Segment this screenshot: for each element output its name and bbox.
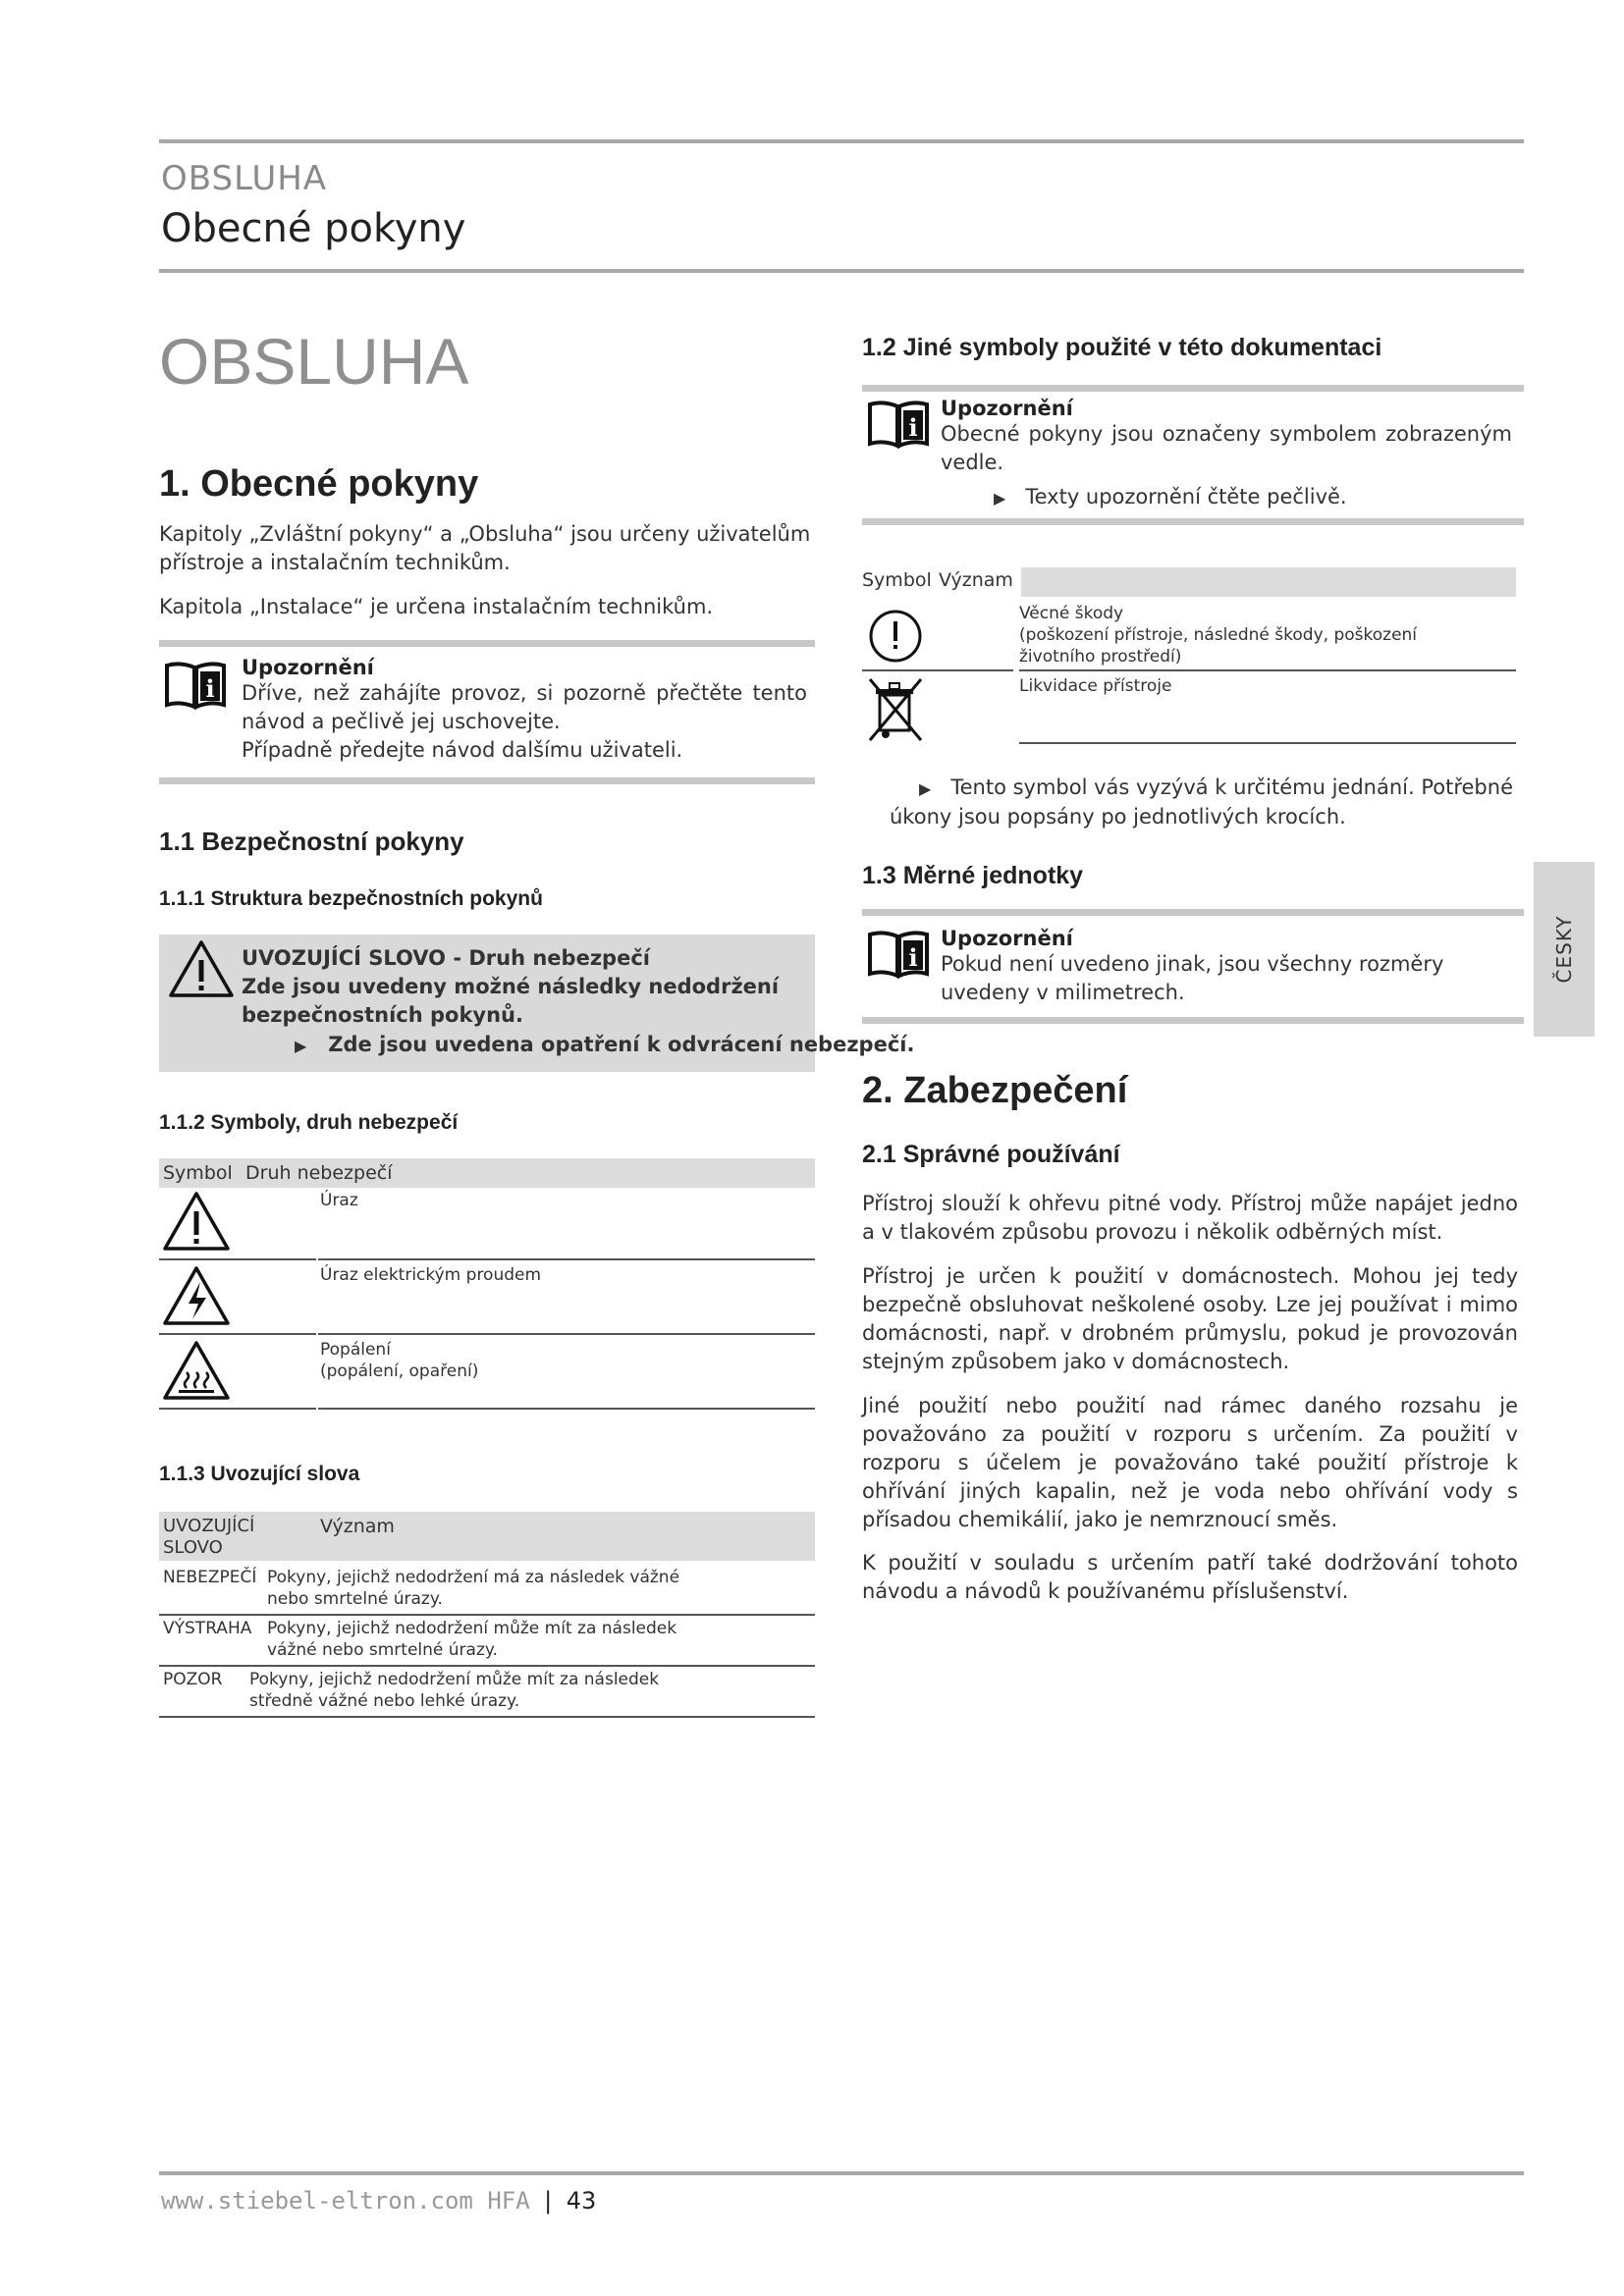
- hazard-row-1-text: Úraz: [320, 1191, 358, 1210]
- warning-action: ▶ Zde jsou uvedena opatření k odvrácení nebezpečí.: [295, 1033, 915, 1056]
- note-title: Upozornění: [941, 397, 1073, 420]
- section-1-1-heading: 1.1 Bezpečnostní pokyny: [159, 827, 464, 856]
- symbols-col-symbol: Symbol: [862, 569, 932, 591]
- exclamation-circle-icon: [866, 607, 925, 669]
- action-arrow-icon: ▶: [994, 489, 1006, 507]
- signal-meaning-2: Pokyny, jejichž nedodržení může mít za následek vážné nebo smrtelné úrazy.: [267, 1619, 677, 1660]
- note-bottom-bar: [862, 518, 1524, 525]
- symbol-row-1-detail: (poškození přístroje, následné škody, poškození životního prostředí): [1019, 625, 1418, 667]
- action-arrow-icon: ▶: [919, 779, 932, 798]
- section-2-1-paragraph-2: Přístroj je určen k použití v domácnostech. Mohou jej tedy bezpečně obsluhovat neškolené osoby. Lze jej používat i mimo domácnosti, např. v drobném průmyslu, pokud je provozován stejným způsobem jako v domácnostech.: [862, 1264, 1518, 1373]
- action-arrow-icon: ▶: [295, 1037, 307, 1055]
- section-2-heading: 2. Zabezpečení: [862, 1070, 1128, 1111]
- table-line: [159, 1408, 316, 1410]
- footer: [161, 2187, 596, 2215]
- section-2-1-paragraph-3: Jiné použití nebo použití nad rámec daného rozsahu je považováno za použití v rozporu s určením. Za použití v rozporu s účelem je považováno také použití přístroje k ohřívání jiných kapalin, než je voda nebo ohřívání vody s přísadou chemikálií, jako je nemrznoucí směs.: [862, 1394, 1518, 1531]
- footer-model: HFA: [487, 2187, 530, 2215]
- hazard-row-3-text: Popálení: [320, 1340, 391, 1360]
- header-bottom-rule: [159, 269, 1524, 273]
- table-line: [318, 1408, 815, 1410]
- section-1-paragraph-2: Kapitola „Instalace“ je určena instalačním technikům.: [159, 595, 714, 618]
- section-1-2-heading: 1.2 Jiné symboly použité v této dokumentaci: [862, 334, 1382, 361]
- note-bottom-bar: [159, 777, 815, 784]
- header-top-rule: [159, 139, 1524, 143]
- electric-shock-icon: [161, 1264, 232, 1331]
- section-2-1-heading: 2.1 Správné používání: [862, 1141, 1120, 1168]
- section-1-heading: 1. Obecné pokyny: [159, 463, 479, 505]
- hot-surface-icon: [161, 1339, 232, 1406]
- symbol-row-2-text: Likvidace přístroje: [1019, 676, 1172, 696]
- section-2-1-paragraph-4: K použití v souladu s určením patří také dodržování tohoto návodu a návodů k používanému příslušenství.: [862, 1551, 1518, 1603]
- signal-meaning-3: Pokyny, jejichž nedodržení může mít za následek středně vážné nebo lehké úrazy.: [249, 1670, 660, 1711]
- signal-meaning-1: Pokyny, jejichž nedodržení má za následek vážné nebo smrtelné úrazy.: [267, 1568, 680, 1609]
- header-section: OBSLUHA: [161, 159, 328, 198]
- signal-word-2: VÝSTRAHA: [163, 1619, 252, 1638]
- table-line: [1019, 742, 1516, 744]
- table-line: [318, 1333, 815, 1335]
- info-book-icon: [163, 658, 228, 715]
- note-top-bar: [159, 640, 815, 647]
- section-1-1-2-heading: 1.1.2 Symboly, druh nebezpečí: [159, 1111, 459, 1134]
- info-book-icon: [866, 397, 931, 454]
- crossed-bin-icon: [866, 675, 925, 748]
- section-1-1-1-heading: 1.1.1 Struktura bezpečnostních pokynů: [159, 887, 543, 910]
- note-title: Upozornění: [242, 656, 374, 679]
- table-line: [862, 669, 1013, 671]
- table-line: [159, 1333, 316, 1335]
- warning-triangle-icon: [167, 938, 236, 1003]
- symbol-row-1-text: Věcné škody: [1019, 604, 1124, 623]
- table-line: [159, 1716, 815, 1718]
- hazard-row-2-text: Úraz elektrickým proudem: [320, 1265, 542, 1285]
- section-2-1-paragraph-1: Přístroj slouží k ohřevu pitné vody. Přístroj může napájet jedno a v tlakovém způsobu provozu i několik odběrných míst.: [862, 1192, 1518, 1244]
- section-1-1-3-heading: 1.1.3 Uvozující slova: [159, 1463, 360, 1485]
- section-1-paragraph-1: Kapitoly „Zvláštní pokyny“ a „Obsluha“ jsou určeny uživatelům přístroje a instalačním technikům.: [159, 522, 811, 574]
- note-text: Obecné pokyny jsou označeny symbolem zobrazeným vedle.: [941, 422, 1512, 474]
- language-tab: [1534, 862, 1595, 1037]
- language-tab-label: ČESKY: [1552, 915, 1576, 984]
- page-number: 43: [566, 2187, 597, 2215]
- signal-col-meaning: Význam: [320, 1516, 395, 1537]
- svg-text:i: i: [908, 943, 918, 972]
- note-text: Dříve, než zahájíte provoz, si pozorně přečtěte tento návod a pečlivě jej uschovejte.: [242, 681, 807, 733]
- page-title: OBSLUHA: [159, 325, 469, 398]
- note-top-bar: [862, 385, 1524, 392]
- footer-site: www.stiebel-eltron.com: [161, 2187, 473, 2215]
- table-line: [159, 1258, 316, 1260]
- note-top-bar: [862, 909, 1524, 916]
- hazard-col-type: Druh nebezpečí: [245, 1162, 393, 1184]
- note-action: ▶ Texty upozornění čtěte pečlivě.: [994, 485, 1347, 508]
- note-text: Pokud není uvedeno jinak, jsou všechny rozměry uvedeny v milimetrech.: [941, 952, 1444, 1004]
- note-text-2: Případně předejte návod dalšímu uživateli.: [242, 738, 683, 762]
- symbols-table-header: [1021, 567, 1516, 597]
- note-title: Upozornění: [941, 927, 1073, 950]
- hazard-row-3-detail: (popálení, opaření): [320, 1362, 479, 1381]
- signal-word-1: NEBEZPEČÍ: [163, 1568, 257, 1587]
- header-subtitle: Obecné pokyny: [161, 206, 466, 251]
- svg-text:i: i: [205, 674, 215, 703]
- table-line: [318, 1258, 815, 1260]
- svg-text:i: i: [908, 413, 918, 442]
- table-line: [1019, 669, 1516, 671]
- symbols-col-meaning: Význam: [939, 569, 1013, 591]
- hazard-col-symbol: Symbol: [163, 1162, 233, 1184]
- table-line: [159, 1614, 815, 1616]
- signal-word-3: POZOR: [163, 1670, 223, 1689]
- warning-consequence: Zde jsou uvedeny možné následky nedodržení bezpečnostních pokynů.: [242, 975, 780, 1027]
- section-1-3-heading: 1.3 Měrné jednotky: [862, 862, 1084, 889]
- info-book-icon: [866, 927, 931, 984]
- warning-title: UVOZUJÍCÍ SLOVO - Druh nebezpečí: [242, 946, 650, 970]
- warning-triangle-icon: [161, 1190, 232, 1256]
- footer-rule: [159, 2171, 1524, 2175]
- table-line: [159, 1665, 815, 1667]
- footer-separator: |: [544, 2187, 553, 2215]
- symbol-action-paragraph: ▶ Tento symbol vás vyzývá k určitému jednání. Potřebné úkony jsou popsány po jednotlivých krocích.: [890, 775, 1513, 828]
- note-bottom-bar: [862, 1017, 1524, 1024]
- signal-col-word: UVOZUJÍCÍ SLOVO: [163, 1516, 255, 1558]
